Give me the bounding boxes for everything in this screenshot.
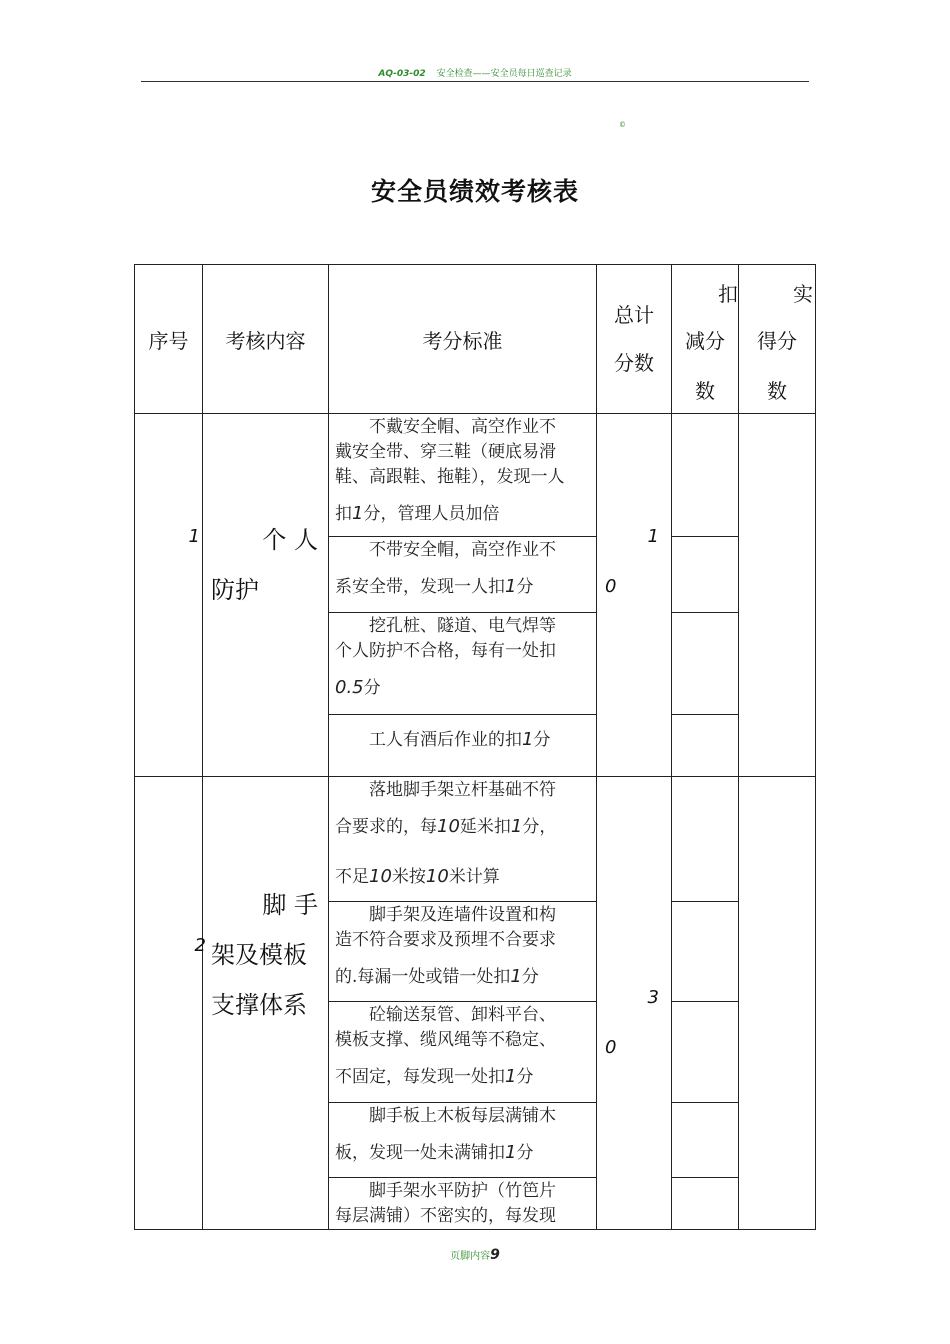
criterion-text: 造不符合要求及预埋不合要求 bbox=[335, 930, 556, 950]
criterion-number: 1 bbox=[522, 729, 534, 750]
section-total-digit: 0 bbox=[605, 576, 617, 597]
criterion-text: 不戴安全帽、高空作业不 bbox=[369, 417, 556, 437]
criterion-number: 1 bbox=[505, 1066, 517, 1087]
deduct-cell[interactable] bbox=[672, 1103, 739, 1178]
deduct-cell[interactable] bbox=[672, 715, 739, 777]
criterion-text: 系安全带，发现一人扣 bbox=[335, 577, 505, 597]
criterion-text: 分，管理人员加倍 bbox=[363, 504, 500, 524]
criterion-text: 分 bbox=[363, 678, 381, 698]
criterion-text: 挖孔桩、隧道、电气焊等 bbox=[369, 616, 556, 636]
deduct-cell[interactable] bbox=[672, 902, 739, 1002]
criterion-text: 不带安全帽，高空作业不 bbox=[369, 540, 556, 560]
header-deduct-line1: 扣 bbox=[718, 282, 738, 306]
criterion-cell bbox=[329, 613, 597, 715]
header-deduct-line3: 数 bbox=[695, 379, 715, 403]
section-item-line1: 个 人 bbox=[262, 526, 318, 554]
header-score bbox=[739, 265, 816, 414]
document-title: 安全员绩效考核表 bbox=[370, 177, 579, 206]
deduct-cell[interactable] bbox=[672, 1002, 739, 1103]
section-seq: 1 bbox=[188, 526, 200, 547]
header-deduct-line2: 减分 bbox=[685, 329, 725, 353]
criterion-text: 的.每漏一处或错一处扣 bbox=[335, 967, 511, 987]
deduct-cell[interactable] bbox=[672, 537, 739, 613]
criterion-text: 落地脚手架立杆基础不符 bbox=[369, 780, 556, 800]
criterion-number: 1 bbox=[510, 966, 522, 987]
table-row bbox=[135, 414, 816, 537]
criterion-text: 分 bbox=[516, 1067, 534, 1087]
table-row bbox=[135, 777, 816, 902]
criterion-text: 米按 bbox=[391, 867, 426, 887]
criterion-number: 1 bbox=[510, 816, 523, 837]
criterion-text: 脚手板上木板每层满铺木 bbox=[369, 1106, 556, 1126]
criterion-text: 工人有酒后作业的扣 bbox=[369, 730, 522, 750]
criterion-text: 分 bbox=[533, 730, 551, 750]
criterion-text: 板，发现一处未满铺扣 bbox=[335, 1143, 505, 1163]
criterion-number: 10 bbox=[369, 866, 392, 887]
page-footer bbox=[0, 1247, 950, 1263]
header-score-line1: 实 bbox=[793, 282, 813, 306]
section-total-digit: 1 bbox=[647, 526, 659, 547]
header-doc-title: 安全检查——安全员每日巡查记录 bbox=[436, 69, 572, 79]
section-item-cell bbox=[203, 414, 329, 777]
criterion-text: 个人防护不合格，每有一处扣 bbox=[335, 641, 556, 661]
criterion-text: 分 bbox=[521, 967, 539, 987]
section-item-line2: 防护 bbox=[211, 576, 259, 604]
score-cell[interactable] bbox=[739, 777, 816, 1230]
header-deduct bbox=[672, 265, 739, 414]
criterion-number: 10 bbox=[437, 816, 460, 837]
footer-label: 页脚内容 bbox=[450, 1251, 491, 1262]
header-score-line3: 数 bbox=[767, 379, 787, 403]
page-header bbox=[0, 66, 950, 79]
criterion-text: 脚手架水平防护（竹笆片 bbox=[369, 1181, 556, 1201]
section-total-digit: 0 bbox=[605, 1037, 617, 1058]
criterion-cell bbox=[329, 902, 597, 1002]
criterion-cell bbox=[329, 1178, 597, 1230]
deduct-cell[interactable] bbox=[672, 613, 739, 715]
criterion-text: 分 bbox=[516, 577, 534, 597]
criterion-text: 扣 bbox=[335, 504, 352, 524]
score-cell[interactable] bbox=[739, 414, 816, 777]
criterion-cell bbox=[329, 777, 597, 902]
criterion-text: 分 bbox=[516, 1143, 534, 1163]
criterion-text: 脚手架及连墙件设置和构 bbox=[369, 905, 556, 925]
criterion-text: 砼输送泵管、卸料平台、 bbox=[369, 1005, 556, 1025]
criterion-number: 1 bbox=[505, 576, 517, 597]
section-item-cell bbox=[203, 777, 329, 1230]
section-seq-cell bbox=[135, 414, 203, 777]
section-total-cell bbox=[597, 777, 672, 1230]
section-item-line1: 脚 手 bbox=[262, 891, 318, 919]
criterion-text: 分， bbox=[522, 817, 557, 837]
criterion-text: 鞋、高跟鞋、拖鞋），发现一人 bbox=[335, 467, 565, 487]
criterion-number: 1 bbox=[352, 503, 364, 524]
criterion-text: 不固定，每发现一处扣 bbox=[335, 1067, 505, 1087]
deduct-cell[interactable] bbox=[672, 414, 739, 537]
criterion-text: 合要求的，每 bbox=[335, 817, 437, 837]
header-total-line2: 分数 bbox=[614, 351, 654, 375]
criterion-cell bbox=[329, 715, 597, 777]
header-standard: 考分标准 bbox=[329, 265, 597, 414]
criterion-text: 延米扣 bbox=[459, 817, 511, 837]
criterion-text: 每层满铺）不密实的，每发现 bbox=[335, 1206, 556, 1226]
criterion-number: 10 bbox=[425, 866, 449, 887]
criterion-text: 模板支撑、缆风绳等不稳定、 bbox=[335, 1030, 556, 1050]
header-seq: 序号 bbox=[135, 265, 203, 414]
section-item-line3: 支撑体系 bbox=[211, 991, 307, 1019]
criterion-number: 1 bbox=[505, 1142, 517, 1163]
criterion-cell bbox=[329, 414, 597, 537]
copyright-mark: © bbox=[619, 121, 626, 129]
assessment-table bbox=[134, 264, 816, 1230]
section-total-digit: 3 bbox=[647, 987, 659, 1008]
header-doc-code: AQ-03-02 bbox=[378, 69, 426, 79]
deduct-cell[interactable] bbox=[672, 1178, 739, 1230]
section-item-line2: 架及模板 bbox=[211, 941, 307, 969]
section-seq-cell bbox=[135, 777, 206, 1230]
criterion-cell bbox=[329, 1002, 597, 1103]
header-item: 考核内容 bbox=[203, 265, 329, 414]
criterion-cell bbox=[329, 537, 597, 613]
criterion-number: 0.5 bbox=[335, 677, 364, 698]
table-header-row bbox=[135, 265, 816, 414]
deduct-cell[interactable] bbox=[672, 777, 739, 902]
page-number: 9 bbox=[490, 1247, 500, 1263]
criterion-text: 米计算 bbox=[448, 867, 500, 887]
criterion-text: 戴安全带、穿三鞋（硬底易滑 bbox=[335, 442, 556, 462]
section-total-cell bbox=[597, 414, 672, 777]
criterion-cell bbox=[329, 1103, 597, 1178]
header-score-line2: 得分 bbox=[757, 329, 797, 353]
header-total bbox=[597, 265, 672, 414]
header-divider bbox=[141, 81, 809, 82]
section-seq: 2 bbox=[194, 935, 206, 956]
header-total-line1: 总计 bbox=[614, 303, 654, 327]
criterion-text: 不足 bbox=[335, 867, 369, 887]
